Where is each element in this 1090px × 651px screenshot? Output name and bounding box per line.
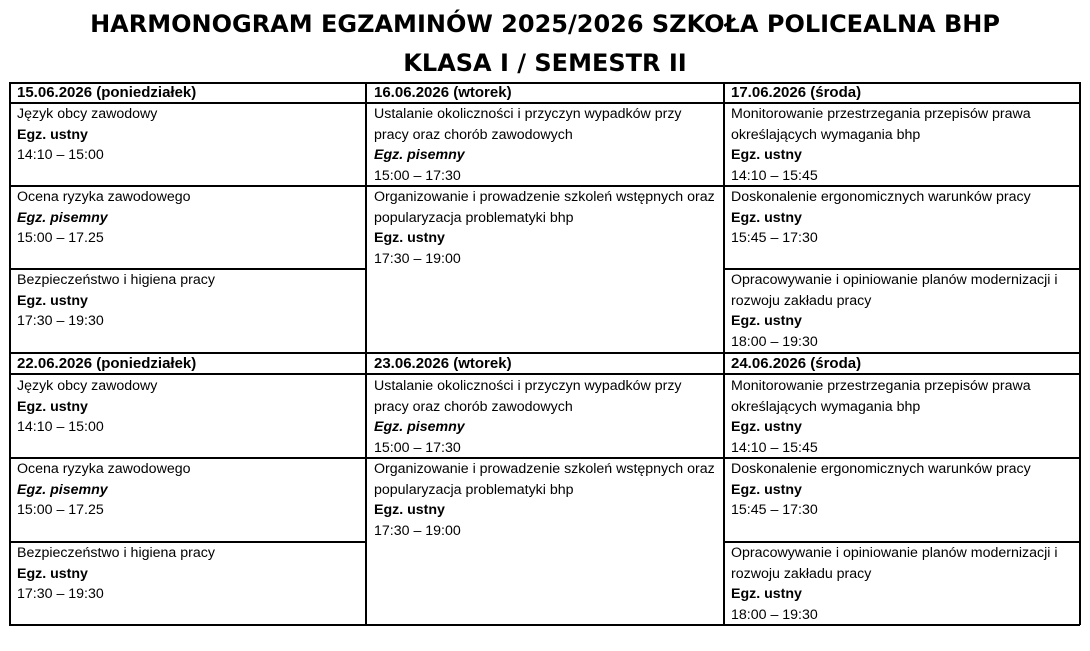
- exam-cell: [17, 187, 361, 249]
- exam-cell: [731, 376, 1075, 458]
- exam-subject: Organizowanie i prowadzenie szkoleń wstępnych oraz popularyzacja problematyki bhp: [374, 461, 715, 498]
- day-header: 22.06.2026 (poniedziałek): [17, 355, 197, 372]
- exam-cell: [17, 104, 361, 166]
- document-subtitle: KLASA I / SEMESTR II: [403, 49, 687, 77]
- exam-subject: Doskonalenie ergonomicznych warunków pracy: [731, 189, 1031, 205]
- exam-time: 15:45 – 17:30: [731, 230, 818, 247]
- exam-time: 14:10 – 15:00: [17, 419, 104, 436]
- exam-time: 15:45 – 17:30: [731, 502, 818, 519]
- exam-type: Egz. pisemny: [17, 209, 108, 226]
- exam-type: Egz. ustny: [731, 313, 802, 330]
- exam-type: Egz. ustny: [17, 292, 88, 309]
- exam-time: 18:00 – 19:30: [731, 606, 818, 623]
- exam-time: 17:30 – 19:30: [17, 313, 104, 330]
- exam-type: Egz. ustny: [374, 230, 445, 247]
- exam-subject: Ustalanie okoliczności i przyczyn wypadków przy pracy oraz chorób zawodowych: [374, 106, 682, 143]
- exam-subject: Język obcy zawodowy: [17, 378, 158, 394]
- exam-subject: Język obcy zawodowy: [17, 106, 158, 122]
- exam-type: Egz. ustny: [731, 481, 802, 498]
- exam-cell: [17, 270, 361, 332]
- column-divider-2: [723, 82, 725, 625]
- exam-subject: Ocena ryzyka zawodowego: [17, 189, 191, 205]
- exam-time: 14:10 – 15:00: [17, 147, 104, 164]
- exam-cell: [17, 459, 361, 521]
- exam-type: Egz. ustny: [17, 126, 88, 143]
- exam-cell: [731, 459, 1075, 521]
- exam-subject: Monitorowanie przestrzegania przepisów prawa określających wymagania bhp: [731, 106, 1031, 143]
- exam-subject: Doskonalenie ergonomicznych warunków pracy: [731, 461, 1031, 477]
- exam-cell: [17, 376, 361, 438]
- header-divider-week2: [9, 373, 1080, 375]
- exam-time: 15:00 – 17:30: [374, 167, 461, 184]
- exam-time: 15:00 – 17:30: [374, 439, 461, 456]
- exam-subject: Monitorowanie przestrzegania przepisów prawa określających wymagania bhp: [731, 378, 1031, 415]
- exam-time: 17:30 – 19:00: [374, 250, 461, 267]
- exam-subject: Bezpieczeństwo i higiena pracy: [17, 545, 215, 561]
- exam-type: Egz. ustny: [374, 502, 445, 519]
- exam-type: Egz. pisemny: [374, 147, 465, 164]
- exam-cell: [731, 270, 1075, 352]
- exam-time: 18:00 – 19:30: [731, 333, 818, 350]
- exam-cell: [731, 543, 1075, 625]
- exam-time: 17:30 – 19:00: [374, 522, 461, 539]
- document-title: HARMONOGRAM EGZAMINÓW 2025/2026 SZKOŁA POLICEALNA BHP: [90, 10, 1000, 38]
- exam-subject: Ustalanie okoliczności i przyczyn wypadków przy pracy oraz chorób zawodowych: [374, 378, 682, 415]
- exam-cell: [374, 187, 720, 269]
- exam-type: Egz. pisemny: [17, 481, 108, 498]
- exam-subject: Bezpieczeństwo i higiena pracy: [17, 272, 215, 288]
- day-header: 15.06.2026 (poniedziałek): [17, 84, 197, 101]
- exam-type: Egz. ustny: [731, 419, 802, 436]
- exam-time: 14:10 – 15:45: [731, 167, 818, 184]
- exam-subject: Ocena ryzyka zawodowego: [17, 461, 191, 477]
- exam-type: Egz. ustny: [731, 147, 802, 164]
- exam-type: Egz. ustny: [731, 209, 802, 226]
- exam-type: Egz. ustny: [17, 398, 88, 415]
- exam-time: 17:30 – 19:30: [17, 586, 104, 603]
- exam-subject: Opracowywanie i opiniowanie planów modernizacji i rozwoju zakładu pracy: [731, 545, 1058, 582]
- exam-cell: [731, 104, 1075, 186]
- exam-cell: [374, 459, 720, 541]
- exam-time: 14:10 – 15:45: [731, 439, 818, 456]
- table-border-right: [1079, 82, 1081, 625]
- exam-cell: [374, 104, 720, 186]
- table-border-left: [9, 82, 11, 625]
- exam-time: 15:00 – 17.25: [17, 502, 104, 519]
- exam-time: 15:00 – 17.25: [17, 230, 104, 247]
- exam-cell: [731, 187, 1075, 249]
- day-header: 17.06.2026 (środa): [731, 84, 862, 101]
- day-header: 16.06.2026 (wtorek): [374, 84, 512, 101]
- day-header: 24.06.2026 (środa): [731, 355, 862, 372]
- exam-type: Egz. pisemny: [374, 419, 465, 436]
- column-divider-1: [365, 82, 367, 625]
- exam-cell: [374, 376, 720, 458]
- exam-type: Egz. ustny: [731, 586, 802, 603]
- exam-subject: Opracowywanie i opiniowanie planów modernizacji i rozwoju zakładu pracy: [731, 272, 1058, 309]
- exam-subject: Organizowanie i prowadzenie szkoleń wstępnych oraz popularyzacja problematyki bhp: [374, 189, 715, 226]
- exam-cell: [17, 543, 361, 605]
- day-header: 23.06.2026 (wtorek): [374, 355, 512, 372]
- exam-type: Egz. ustny: [17, 565, 88, 582]
